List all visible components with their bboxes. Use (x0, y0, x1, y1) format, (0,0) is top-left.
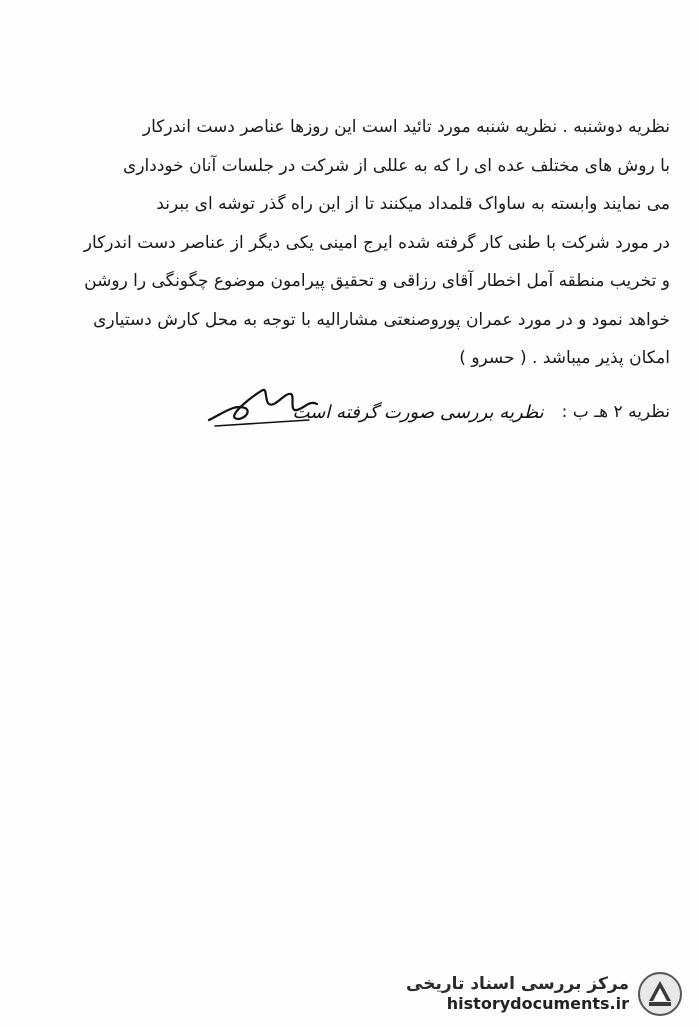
archive-logo-icon (637, 971, 683, 1017)
archive-watermark (406, 971, 683, 1017)
watermark-title: مرکز بررسی اسناد تاریخی (406, 974, 629, 995)
typed-report-body (30, 108, 670, 378)
watermark-url: historydocuments.ir (446, 993, 629, 1013)
report-line-1: نظریه دوشنبه . نظریه شنبه مورد تائید است این روزها عناصر دست اندرکار (142, 117, 670, 137)
report-line-6: خواهد نمود و در مورد عمران پوروصنعتی مشارالیه با توجه به محل کارش دستیاری (93, 309, 670, 330)
report-line-7: امکان پذیر میباشد . ( حسرو ) (459, 348, 670, 368)
report-line-3: می نمایند وابسته به ساواک قلمداد میکنند تا از این راه گذر توشه ای ببرند (156, 194, 670, 214)
handwritten-signature (205, 382, 325, 432)
report-line-5: و تخریب منطقه آمل اخطار آقای رزاقی و تحقیق پیرامون موضوع چگونگی را روشن (84, 271, 670, 291)
watermark-text (406, 975, 629, 1013)
report-line-4: در مورد شرکت با طنی کار گرفته شده ایرج امینی یکی دیگر از عناصر دست اندرکار (83, 232, 670, 253)
note-2-handwritten-comment: نظریه بررسی صورت گرفته است (292, 401, 544, 423)
note-2-label: نظریه ۲ هـ ب : (561, 402, 670, 422)
note-2-row (293, 392, 670, 432)
report-line-2: با روش های مختلف عده ای را که به عللی از شرکت در جلسات آنان خودداری (123, 155, 670, 176)
